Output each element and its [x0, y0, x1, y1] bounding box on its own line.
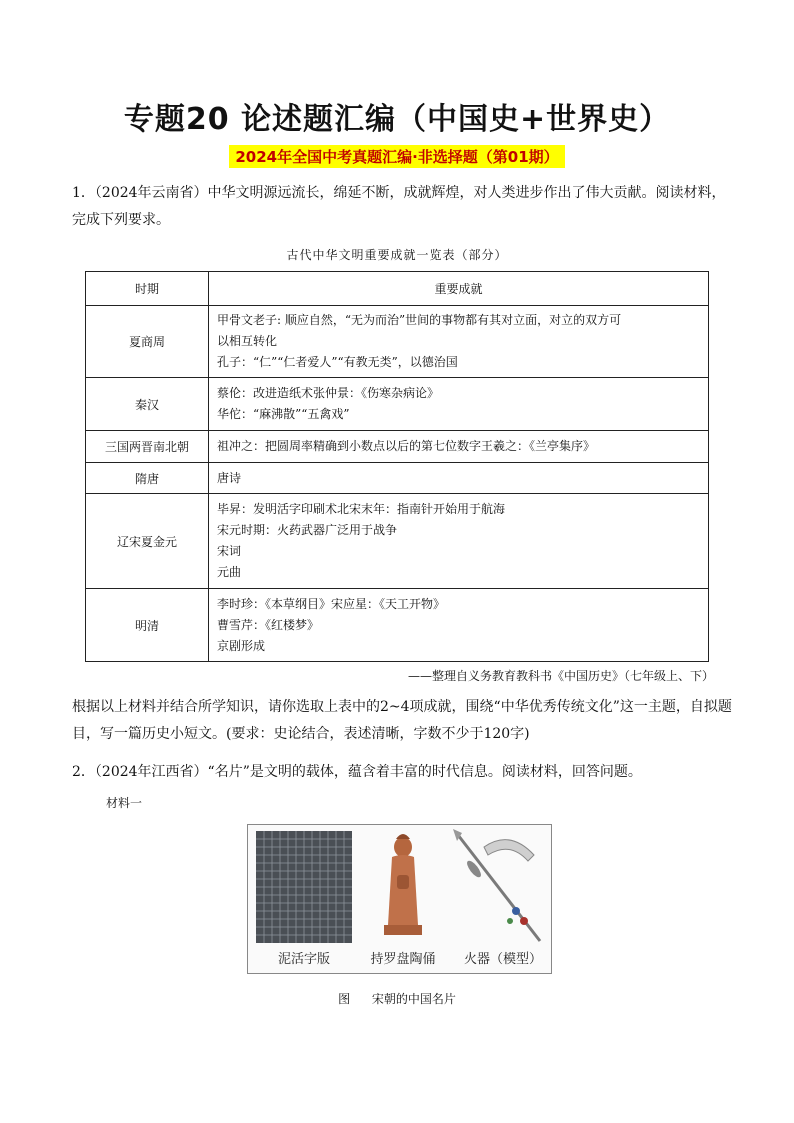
- achievement-line: 祖冲之：把圆周率精确到小数点以后的第七位数字王羲之：《兰亭集序》: [217, 439, 596, 453]
- row-achievements: [209, 463, 709, 494]
- row-achievements: [209, 431, 709, 463]
- figure-caption-text: 宋朝的中国名片: [371, 992, 456, 1006]
- table-row: [86, 378, 709, 431]
- achievement-line: 曹雪芹：《红楼梦》: [217, 617, 320, 632]
- table-row: [86, 463, 709, 494]
- row-achievements: [209, 306, 709, 378]
- subtitle-wrap: [0, 145, 794, 168]
- table-row: [86, 431, 709, 463]
- figure-caption: [0, 990, 794, 1007]
- figure-label-figurine: 持罗盘陶俑: [370, 952, 436, 967]
- figure-caption-prefix: 图: [338, 992, 351, 1006]
- table-caption: 古代中华文明重要成就一览表（部分）: [286, 248, 508, 262]
- table-row: [86, 306, 709, 378]
- achievement-line: 宋词: [217, 544, 242, 558]
- table-header-row: [86, 272, 709, 306]
- achievement-line: 孔子：“仁”“仁者爱人”“有教无类”，以德治国: [217, 355, 458, 369]
- figure-label-type: 泥活字版: [277, 952, 331, 967]
- fire-weapon-icon: [453, 829, 540, 941]
- figure-illustration: [248, 825, 551, 973]
- page-subtitle: 2024年全国中考真题汇编·非选择题（第01期）: [229, 145, 564, 168]
- table-row: [86, 494, 709, 589]
- row-period: 明清: [86, 589, 209, 662]
- row-period: 秦汉: [86, 378, 209, 431]
- achievement-line: 以相互转化: [217, 334, 278, 348]
- question-1-stem: 1．（2024年云南省）中华文明源远流长，绵延不断，成就辉煌，对人类进步作出了伟大贡献。阅读材料，完成下列要求。: [72, 185, 726, 228]
- row-achievements: [209, 589, 709, 662]
- achievement-line: 宋元时期：火药武器广泛用于战争: [217, 523, 398, 537]
- achievement-line: 京剧形成: [217, 638, 266, 653]
- achievement-line: 甲骨文老子: 顺应自然，“无为而治”世间的事物都有其对立面，对立的双方可: [217, 313, 622, 327]
- achievement-line: 元曲: [217, 565, 242, 579]
- achievement-line: 毕昇：发明活字印刷术北宋末年：指南针开始用于航海: [217, 502, 506, 516]
- row-period: 夏商周: [86, 306, 209, 378]
- header-period: 时期: [86, 272, 209, 306]
- song-dynasty-figure: [247, 824, 552, 974]
- material-label: 材料一: [106, 796, 143, 810]
- header-achievement: 重要成就: [209, 272, 709, 306]
- row-period: 三国两晋南北朝: [86, 431, 209, 463]
- achievement-line: 唐诗: [217, 470, 242, 485]
- row-achievements: [209, 378, 709, 431]
- row-period: 隋唐: [86, 463, 209, 494]
- achievement-line: 华佗：“麻沸散”“五禽戏”: [217, 407, 350, 421]
- row-achievements: [209, 494, 709, 589]
- achievement-line: 蔡伦：改进造纸术张仲景：《伤寒杂病论》: [217, 386, 440, 400]
- row-period: 辽宋夏金元: [86, 494, 209, 589]
- question-1-task: 根据以上材料并结合所学知识，请你选取上表中的2~4项成就，围绕“中华优秀传统文化”这一主题，自拟题目，写一篇历史小短文。(要求：史论结合，表述清晰，字数不少于120字): [72, 699, 732, 742]
- question-2-stem: 2．（2024年江西省）“名片”是文明的载体，蕴含着丰富的时代信息。阅读材料，回答问题。: [72, 764, 642, 780]
- page-title: 专题20 论述题汇编（中国史+世界史）: [123, 102, 671, 137]
- table-source: ——整理自义务教育教科书《中国历史》（七年级上、下）: [407, 669, 714, 683]
- pottery-figurine-icon: [384, 834, 422, 935]
- figure-label-weapon: 火器（模型）: [463, 952, 543, 967]
- achievements-table: [85, 271, 709, 662]
- achievement-line: 李时珍：《本草纲目》宋应星：《天工开物》: [217, 596, 446, 611]
- movable-type-icon: [256, 831, 352, 943]
- table-row: [86, 589, 709, 662]
